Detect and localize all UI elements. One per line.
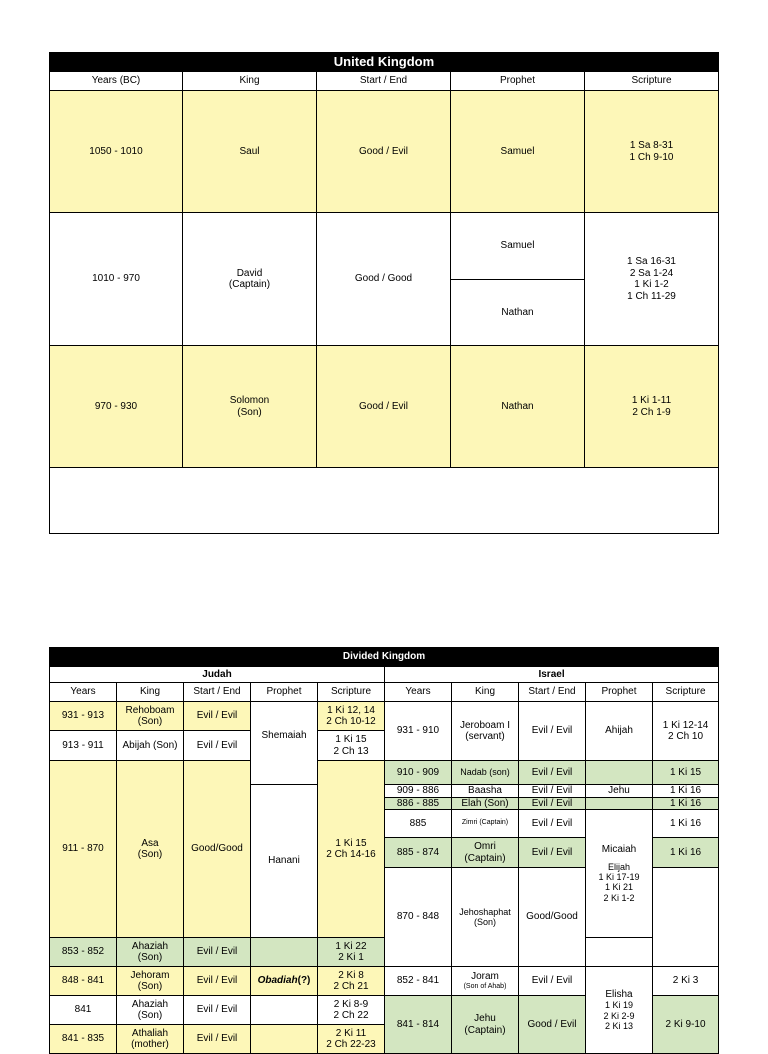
- israel-years-cell: 909 - 886: [385, 785, 452, 798]
- judah-start-end-cell: Evil / Evil: [184, 996, 251, 1025]
- israel-years-cell: 931 - 910: [385, 702, 452, 761]
- header-scripture: Scripture: [585, 72, 719, 91]
- judah-start-end-cell: Evil / Evil: [184, 731, 251, 761]
- table-row: [50, 761, 719, 785]
- prophet-cell: Samuel: [451, 91, 585, 213]
- judah-prophet-spacer: [251, 761, 318, 785]
- israel-years-cell: 852 - 841: [385, 967, 452, 996]
- judah-scripture-cell: 1 Ki 12, 14 2 Ch 10-12: [318, 702, 385, 731]
- israel-start-end-cell: Evil / Evil: [184, 938, 251, 967]
- empty-cell: [50, 468, 719, 534]
- judah-start-end-cell: Evil / Evil: [184, 967, 251, 996]
- judah-start-end-cell: Good/Good: [184, 761, 251, 938]
- divided-kingdom-table: [49, 647, 719, 1054]
- judah-start-end-cell: Good/Good: [519, 868, 586, 967]
- israel-king-cell: Elah (Son): [452, 797, 519, 810]
- israel-scripture-cell: 2 Ki 3: [653, 967, 719, 996]
- israel-years-cell: 841 - 814: [385, 996, 452, 1054]
- years-cell: 970 - 930: [50, 346, 183, 468]
- judah-header-start-end: Start / End: [184, 683, 251, 702]
- judah-prophet-cell: Obadiah(?): [251, 967, 318, 996]
- judah-scripture-cell: 1 Ki 15 2 Ch 14-16: [318, 761, 385, 938]
- table-row: [50, 213, 719, 280]
- israel-header-scripture: Scripture: [653, 683, 719, 702]
- israel-scripture-cell: 1 Ki 16: [653, 810, 719, 838]
- israel-label: Israel: [385, 667, 719, 683]
- israel-start-end-cell: Evil / Evil: [519, 838, 586, 868]
- united-kingdom-title: United Kingdom: [50, 53, 719, 72]
- israel-header-start-end: Start / End: [519, 683, 586, 702]
- judah-prophet-cell: [653, 868, 719, 967]
- judah-scripture-cell: 1 Ki 15 2 Ch 13: [318, 731, 385, 761]
- israel-prophet-cell: Elisha 1 Ki 19 2 Ki 2-9 2 Ki 13: [586, 967, 653, 1054]
- israel-years-cell: 910 - 909: [385, 761, 452, 785]
- israel-header-prophet: Prophet: [586, 683, 653, 702]
- years-cell: 1050 - 1010: [50, 91, 183, 213]
- judah-years-cell: 913 - 911: [50, 731, 117, 761]
- empty-row: [50, 468, 719, 534]
- judah-header-scripture: Scripture: [318, 683, 385, 702]
- judah-scripture-cell: 2 Ki 8 2 Ch 21: [318, 967, 385, 996]
- scripture-cell: 1 Ki 1-11 2 Ch 1-9: [585, 346, 719, 468]
- judah-king-cell: Abijah (Son): [117, 731, 184, 761]
- united-kingdom-table: [49, 52, 719, 534]
- israel-scripture-cell: 1 Ki 16: [653, 785, 719, 798]
- start-end-cell: Good / Evil: [317, 91, 451, 213]
- israel-prophet-cell: Ahijah: [586, 702, 653, 761]
- israel-prophet-cell: [251, 938, 318, 967]
- judah-start-end-cell: Evil / Evil: [184, 1025, 251, 1054]
- israel-start-end-cell: Evil / Evil: [519, 761, 586, 785]
- judah-years-cell: 841 - 835: [50, 1025, 117, 1054]
- start-end-cell: Good / Evil: [317, 346, 451, 468]
- israel-scripture-cell: 1 Ki 15: [653, 761, 719, 785]
- table-row: [50, 702, 719, 731]
- israel-years-cell: 885 - 874: [385, 838, 452, 868]
- judah-king-cell: Ahaziah (Son): [117, 996, 184, 1025]
- israel-scripture-cell: 1 Ki 22 2 Ki 1: [318, 938, 385, 967]
- header-years: Years (BC): [50, 72, 183, 91]
- judah-start-end-cell: Evil / Evil: [184, 702, 251, 731]
- judah-scripture-cell: 2 Ki 8-9 2 Ch 22: [318, 996, 385, 1025]
- israel-prophet-cell: Jehu: [586, 785, 653, 798]
- king-cell: Solomon (Son): [183, 346, 317, 468]
- israel-years-cell: 885: [385, 810, 452, 838]
- judah-king-cell: Rehoboam (Son): [117, 702, 184, 731]
- judah-scripture-cell: 2 Ki 11 2 Ch 22-23: [318, 1025, 385, 1054]
- judah-years-cell: 848 - 841: [50, 967, 117, 996]
- judah-king-cell: Jehoshaphat (Son): [452, 868, 519, 967]
- judah-king-cell: Jehoram (Son): [117, 967, 184, 996]
- judah-header-years: Years: [50, 683, 117, 702]
- judah-header-king: King: [117, 683, 184, 702]
- judah-header-prophet: Prophet: [251, 683, 318, 702]
- israel-king-cell: Zimri (Captain): [452, 810, 519, 838]
- judah-prophet-cell: [251, 996, 318, 1025]
- header-king: King: [183, 72, 317, 91]
- judah-years-cell: 911 - 870: [50, 761, 117, 938]
- king-cell: Saul: [183, 91, 317, 213]
- israel-header-years: Years: [385, 683, 452, 702]
- israel-king-cell: Jeroboam I (servant): [452, 702, 519, 761]
- header-prophet: Prophet: [451, 72, 585, 91]
- israel-scripture-cell: 2 Ki 9-10: [653, 996, 719, 1054]
- israel-king-cell: Nadab (son): [452, 761, 519, 785]
- table-row: [50, 938, 719, 967]
- israel-scripture-cell: 1 Ki 16: [653, 838, 719, 868]
- judah-years-cell: 931 - 913: [50, 702, 117, 731]
- king-cell: David (Captain): [183, 213, 317, 346]
- prophet-cell: Samuel: [451, 213, 585, 280]
- israel-king-cell: Joram (Son of Ahab): [452, 967, 519, 996]
- table-row: [50, 91, 719, 213]
- prophet-cell: Nathan: [451, 280, 585, 346]
- judah-king-cell: Asa (Son): [117, 761, 184, 938]
- table-row: [50, 967, 719, 996]
- israel-king-cell: Baasha: [452, 785, 519, 798]
- israel-king-cell: Ahaziah (Son): [117, 938, 184, 967]
- israel-start-end-cell: Evil / Evil: [519, 967, 586, 996]
- prophet-cell: Nathan: [451, 346, 585, 468]
- judah-prophet-cell: Shemaiah: [251, 702, 318, 761]
- table-row: [50, 346, 719, 468]
- israel-king-cell: Omri (Captain): [452, 838, 519, 868]
- israel-start-end-cell: Evil / Evil: [519, 702, 586, 761]
- judah-years-cell: 841: [50, 996, 117, 1025]
- judah-years-cell: 870 - 848: [385, 868, 452, 967]
- israel-scripture-cell: 1 Ki 12-14 2 Ch 10: [653, 702, 719, 761]
- israel-years-cell: 853 - 852: [50, 938, 117, 967]
- header-start-end: Start / End: [317, 72, 451, 91]
- israel-prophet-cell: [586, 797, 653, 810]
- years-cell: 1010 - 970: [50, 213, 183, 346]
- israel-prophet-cell: Micaiah Elijah 1 Ki 17-19 1 Ki 21 2 Ki 1-2: [586, 810, 653, 938]
- israel-prophet-cell: [586, 761, 653, 785]
- israel-start-end-cell: Evil / Evil: [519, 785, 586, 798]
- start-end-cell: Good / Good: [317, 213, 451, 346]
- scripture-cell: 1 Sa 16-31 2 Sa 1-24 1 Ki 1-2 1 Ch 11-29: [585, 213, 719, 346]
- scripture-cell: 1 Sa 8-31 1 Ch 9-10: [585, 91, 719, 213]
- israel-start-end-cell: Good / Evil: [519, 996, 586, 1054]
- israel-start-end-cell: Evil / Evil: [519, 810, 586, 838]
- judah-king-cell: Athaliah (mother): [117, 1025, 184, 1054]
- israel-years-cell: 886 - 885: [385, 797, 452, 810]
- judah-label: Judah: [50, 667, 385, 683]
- judah-prophet-cell: [251, 1025, 318, 1054]
- israel-scripture-cell: 1 Ki 16: [653, 797, 719, 810]
- judah-prophet-cell: Hanani: [251, 785, 318, 938]
- israel-king-cell: Jehu (Captain): [452, 996, 519, 1054]
- israel-start-end-cell: Evil / Evil: [519, 797, 586, 810]
- israel-header-king: King: [452, 683, 519, 702]
- divided-kingdom-title: Divided Kingdom: [50, 648, 719, 667]
